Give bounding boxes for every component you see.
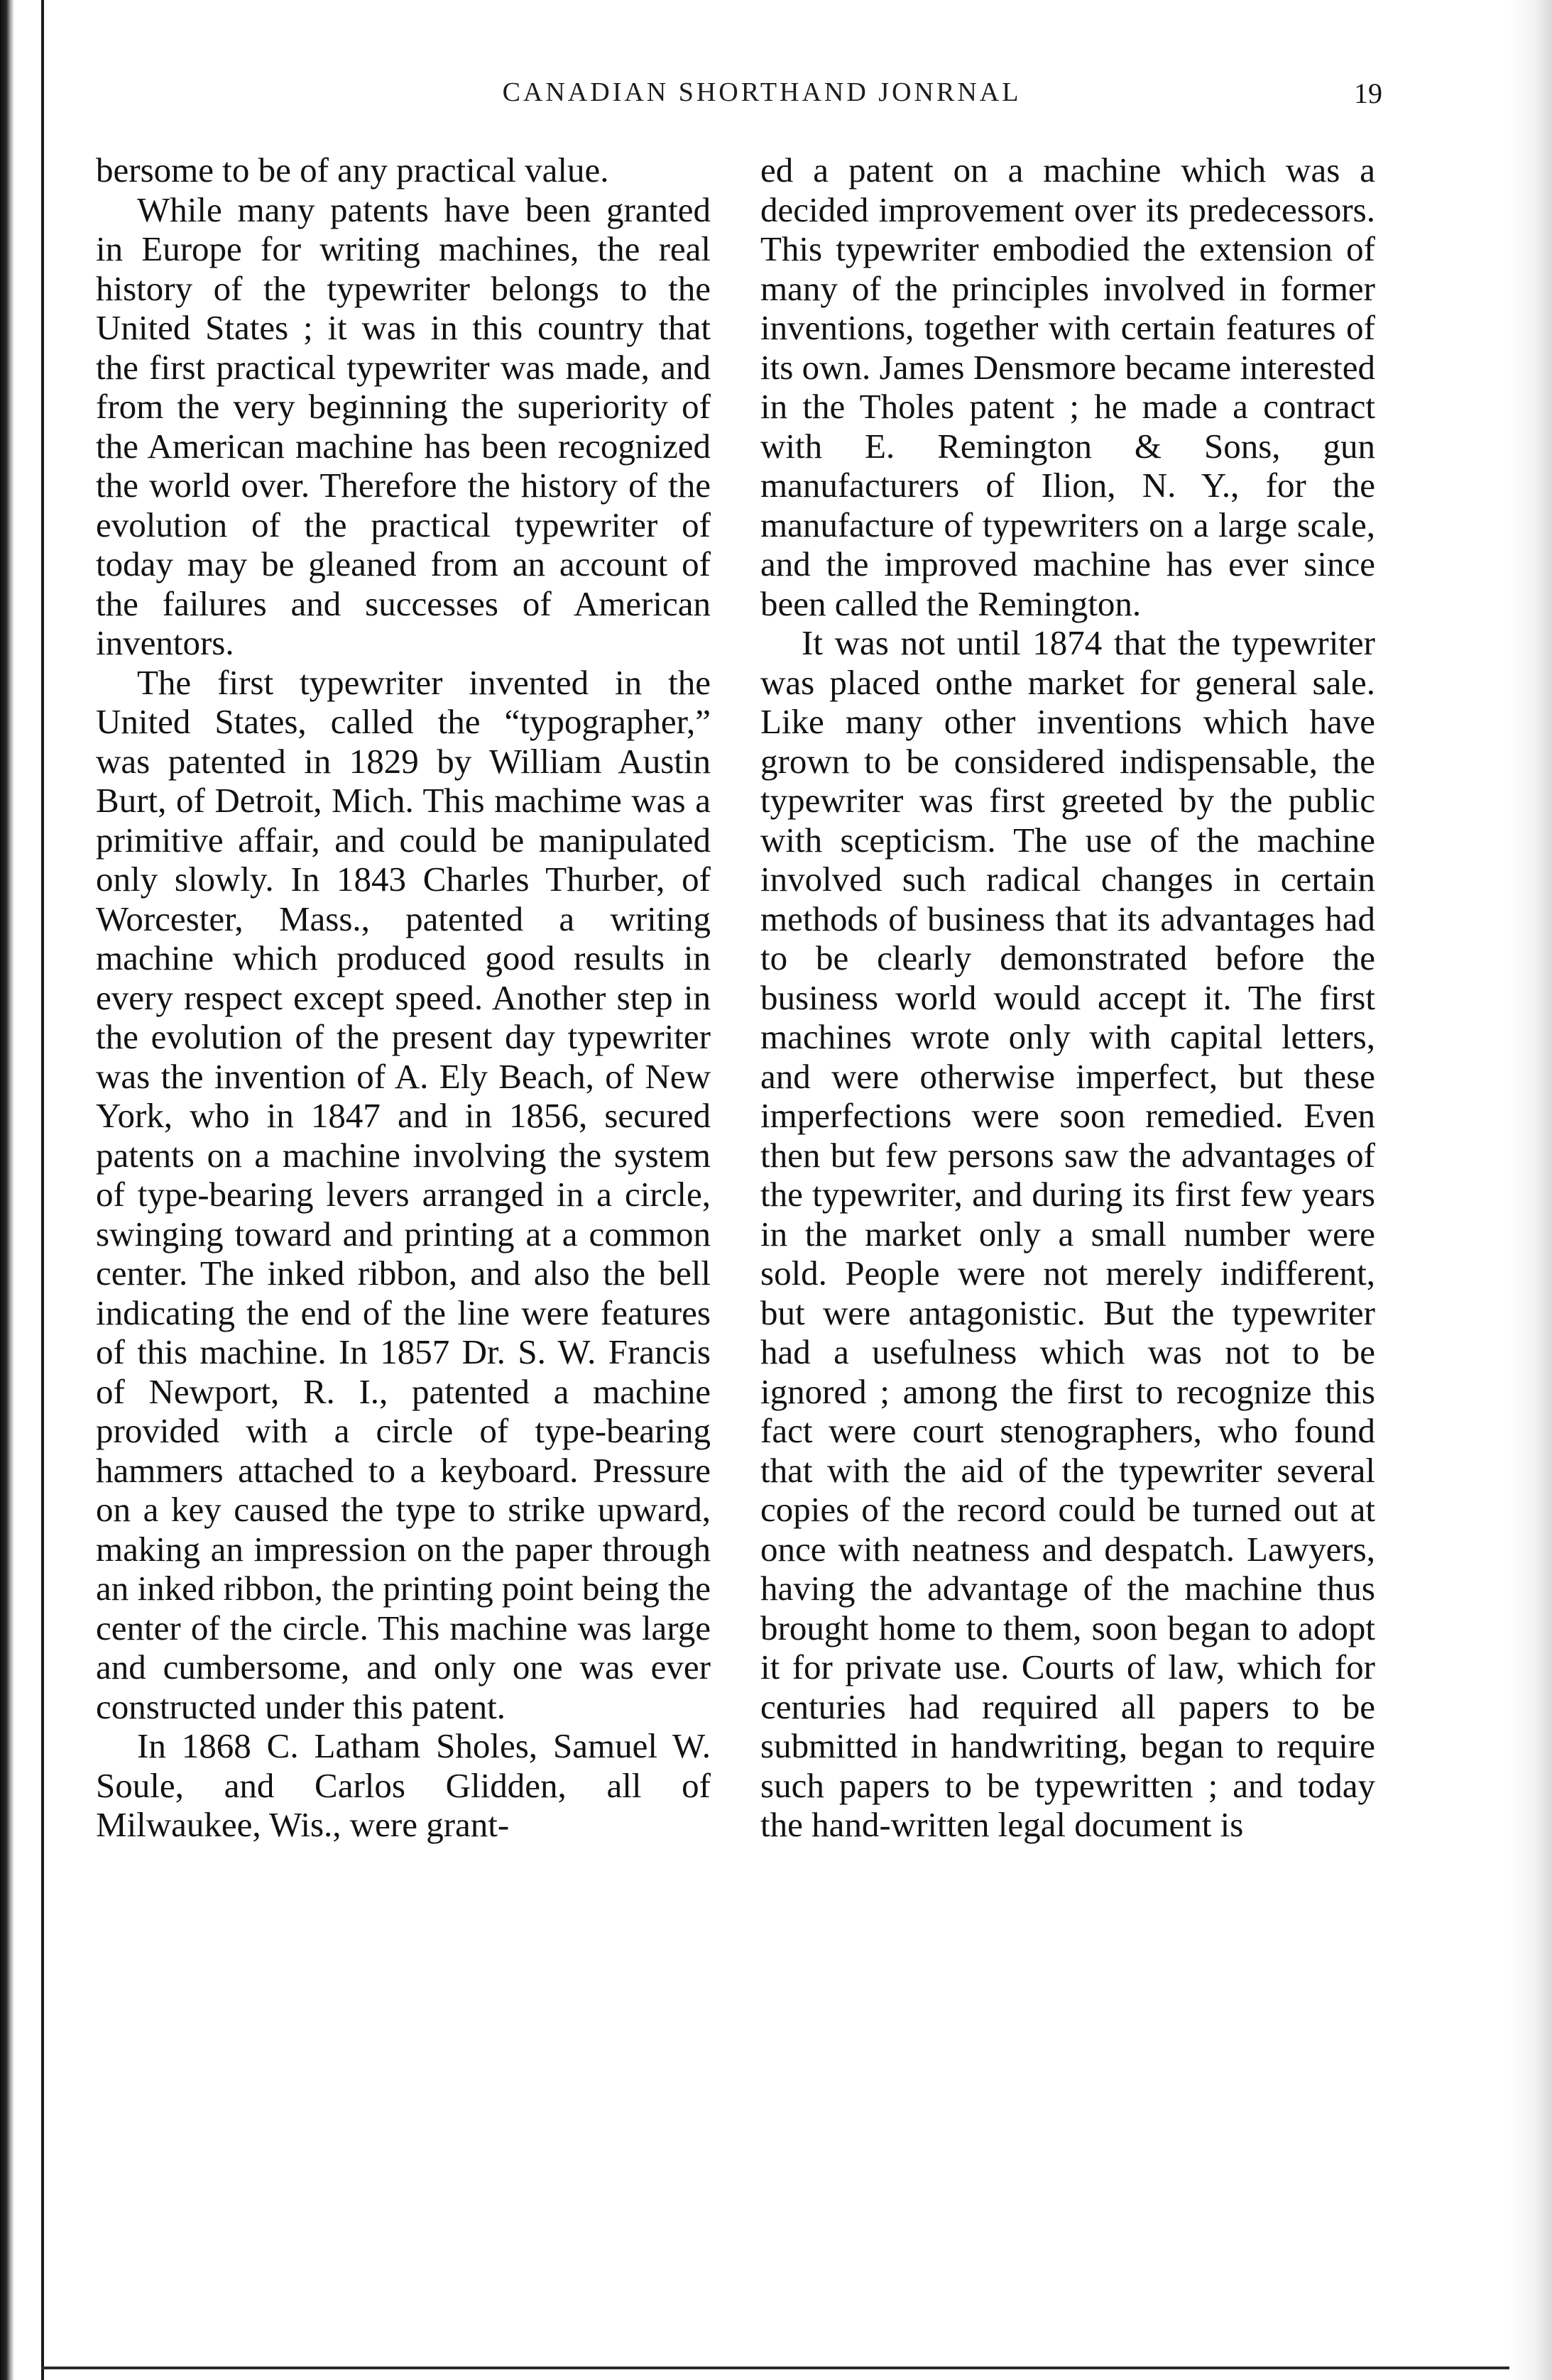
journal-title: CANADIAN SHORTHAND JONRNAL [502, 77, 1022, 107]
paragraph-continued: bersome to be of any practical value. [96, 150, 609, 190]
right-column [760, 150, 1375, 1845]
paragraph: It was not until 1874 that the typewriter was placed onthe market for general sale. Like many other inventions which have grown to be considered indispensable, the typewriter was first greeted by the public with scepticism. The use of the machine involved such radical changes in certain methods of business that its advantages had to be clearly demonstrated before the business world would accept it. The first machines wrote only with capital letters, and were otherwise imperfect, but these imperfections were soon remedied. Even then but few persons saw the advantages of the typewriter, and during its first few years in the market only a small number were sold. People were not merely indifferent, but were antagonistic. But the typewriter had a usefulness which was not to be ignored ; among the first to recognize this fact were court stenographers, who found that with the aid of the typewriter several copies of the record could be turned out at once with neatness and despatch. Lawyers, having the advantage of the machine thus brought home to them, soon began to adopt it for private use. Courts of law, which for centuries had required all papers to be submitted in handwriting, began to require such papers to be typewritten ; and today the hand-written legal document is [760, 623, 1375, 1844]
journal-page [96, 71, 1382, 2314]
paragraph-continued: ed a patent on a machine which was a decided improvement over its predecessors. This typewriter embodied the extension of many of the principles involved in former inventions, together with certain features of its own. James Densmore became interested in the Tholes patent ; he made a contract with E. Remington & Sons, gun manufacturers of Ilion, N. Y., for the manufacture of typewriters on a large scale, and the improved machine has ever since been called the Remington. [760, 150, 1375, 623]
paragraph: The first typewriter invented in the United States, called the “typographer,” was patented in 1829 by William Austin Burt, of Detroit, Mich. This machime was a primitive affair, and could be manipulated only slowly. In 1843 Charles Thurber, of Worcester, Mass., patented a writing machine which produced good results in every respect except speed. Another step in the evolution of the present day typewriter was the invention of A. Ely Beach, of New York, who in 1847 and in 1856, secured patents on a machine involving the system of type-bearing levers arranged in a circle, swinging toward and printing at a common center. The inked ribbon, and also the bell indicating the end of the line were features of this machine. In 1857 Dr. S. W. Francis of Newport, R. I., patented a machine provided with a circle of type-bearing hammers attached to a keyboard. Pressure on a key caused the type to strike upward, making an impression on the paper through an inked ribbon, the printing point being the center of the circle. This machine was large and cumbersome, and only one was ever constructed under this patent. [96, 662, 711, 1726]
page-number: 19 [1354, 77, 1382, 109]
running-head [96, 71, 1382, 121]
book-spine-shadow [0, 0, 14, 2380]
left-column [96, 150, 711, 1845]
scan-right-edge [1509, 0, 1552, 2380]
paragraph: In 1868 C. Latham Sholes, Samuel W. Soule, and Carlos Glidden, all of Milwaukee, Wis., were grant- [96, 1726, 711, 1844]
scan-left-edge-line [41, 0, 44, 2380]
scan-bottom-edge-line [41, 2367, 1552, 2369]
paragraph: While many patents have been granted in Europe for writing machines, the real history of the typewriter belongs to the United States ; it was in this country that the first practical typewriter was made, and from the very beginning the superiority of the American machine has been recognized the world over. Therefore the history of the evolution of the practical typewriter of today may be gleaned from an account of the failures and successes of American inventors. [96, 190, 711, 662]
